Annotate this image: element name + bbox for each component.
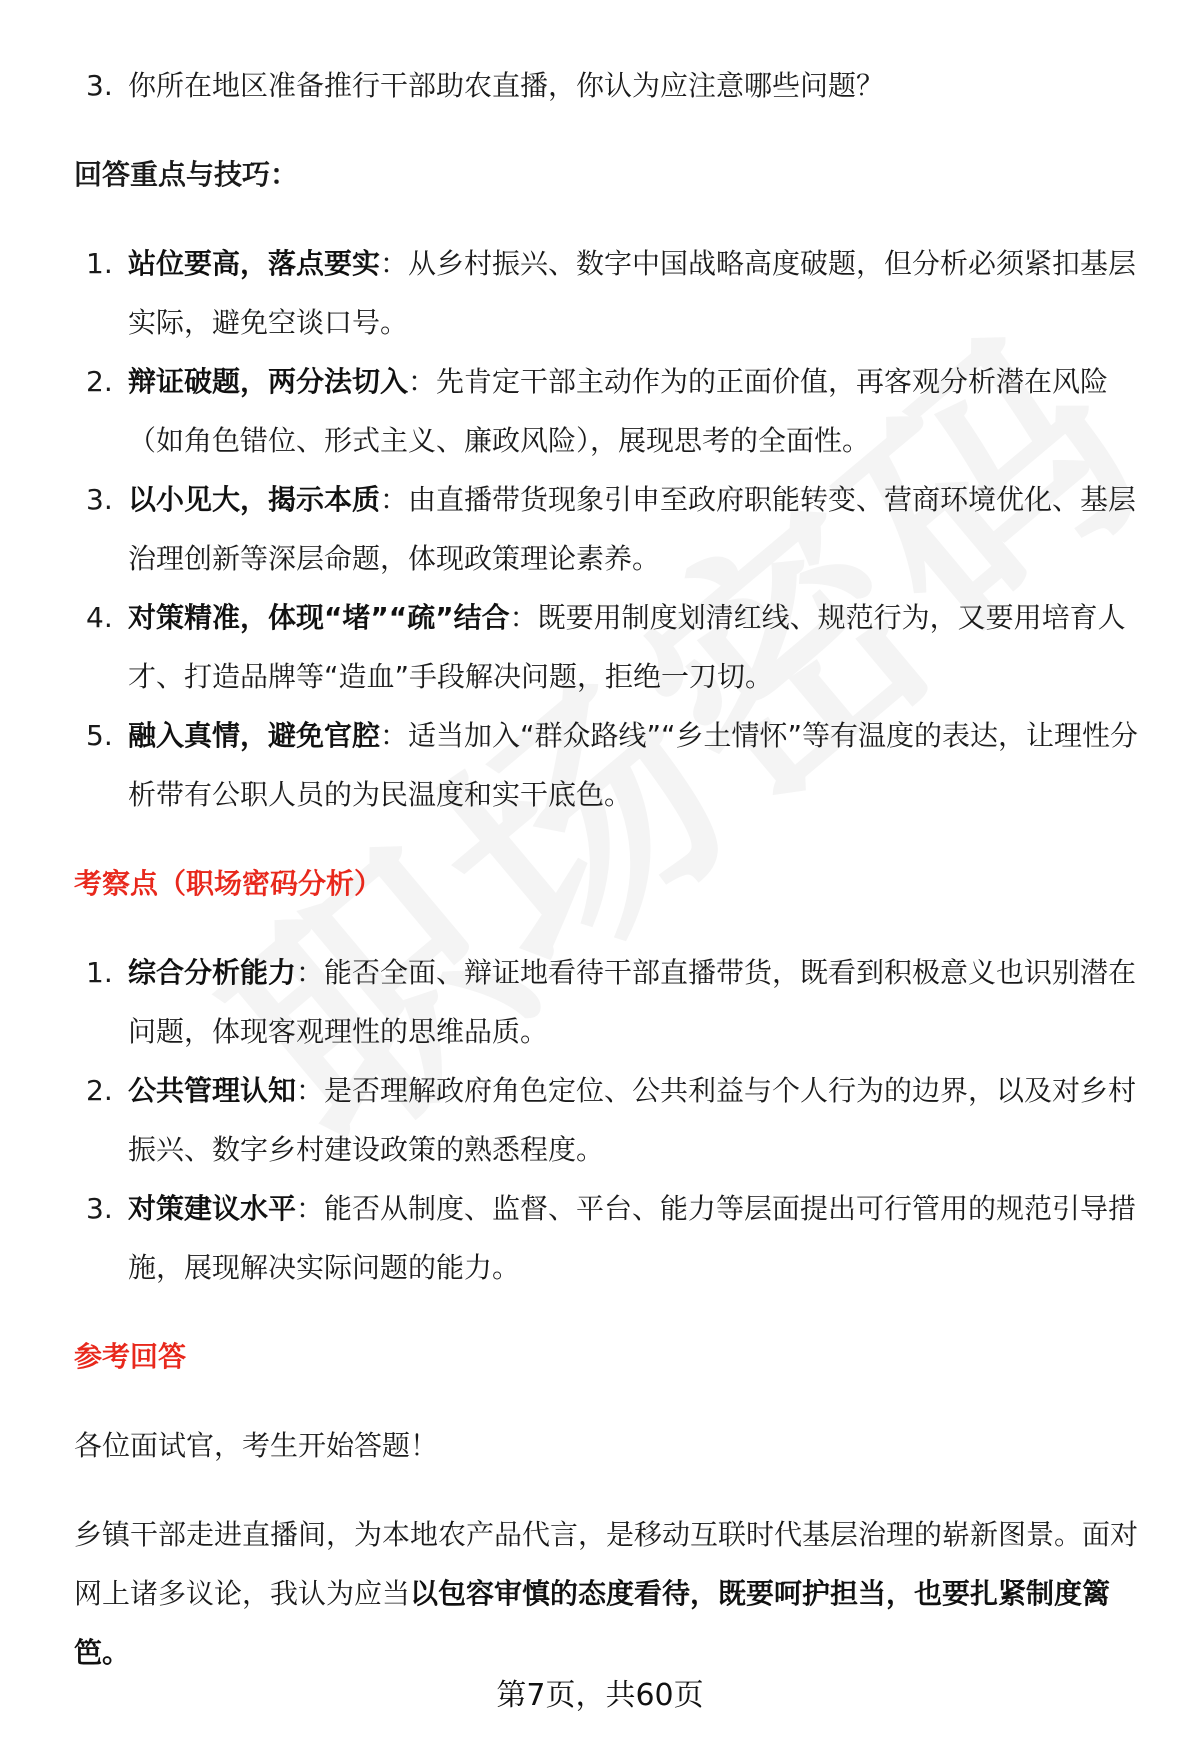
list-number: 5. [86, 719, 113, 752]
list-item [74, 706, 1144, 824]
page-number: 第7页，共60页 [496, 1678, 704, 1713]
assessment-heading: 考察点（职场密码分析） [74, 867, 383, 900]
tips-list [74, 234, 1144, 824]
item-separator: ： [408, 365, 437, 398]
item-title: 以小见大，揭示本质 [128, 483, 381, 516]
item-separator: ： [380, 719, 409, 752]
list-number: 3. [86, 483, 113, 516]
item-text: 既要用制度划清红线、规范行为，又要用培育人才、打造品牌等“造血”手段解决问题，拒绝一刀切。 [128, 601, 1126, 693]
item-text: 能否全面、辩证地看待干部直播带货，既看到积极意义也识别潜在问题，体现客观理性的思维品质。 [128, 956, 1137, 1048]
item-title: 公共管理认知 [128, 1074, 297, 1107]
answer-plain-text: 乡镇干部走进直播间，为本地农产品代言，是移动互联时代基层治理的崭新图景。面对网上诸多议论，我认为应当 [74, 1518, 1139, 1610]
page-content [74, 56, 1144, 1682]
item-text: 是否理解政府角色定位、公共利益与个人行为的边界，以及对乡村振兴、数字乡村建设政策的熟悉程度。 [128, 1074, 1137, 1166]
item-text: 适当加入“群众路线”“乡土情怀”等有温度的表达，让理性分析带有公职人员的为民温度和实干底色。 [128, 719, 1139, 811]
tips-heading: 回答重点与技巧： [74, 158, 299, 191]
item-title: 辩证破题，两分法切入 [128, 365, 409, 398]
list-number: 1. [86, 956, 113, 989]
list-number: 3. [86, 1192, 113, 1225]
answer-bold-text: 以包容审慎的态度看待，既要呵护担当，也要扎紧制度篱笆。 [74, 1577, 1111, 1669]
list-item [74, 1179, 1144, 1297]
item-separator: ： [296, 1074, 325, 1107]
item-title: 综合分析能力 [128, 956, 297, 989]
item-title: 融入真情，避免官腔 [128, 719, 381, 752]
item-separator: ： [296, 1192, 325, 1225]
question-number: 3. [86, 69, 113, 102]
list-item [74, 588, 1144, 706]
list-item [74, 1061, 1144, 1179]
assessment-list [74, 943, 1144, 1297]
reference-heading: 参考回答 [74, 1340, 187, 1373]
list-item [74, 234, 1144, 352]
list-number: 2. [86, 1074, 113, 1107]
item-text: 能否从制度、监督、平台、能力等层面提出可行管用的规范引导措施，展现解决实际问题的能力。 [128, 1192, 1137, 1284]
item-separator: ： [509, 601, 538, 634]
item-title: 站位要高，落点要实 [128, 247, 381, 280]
item-text: 先肯定干部主动作为的正面价值，再客观分析潜在风险（如角色错位、形式主义、廉政风险），展现思考的全面性。 [128, 365, 1109, 457]
list-number: 4. [86, 601, 113, 634]
item-text: 从乡村振兴、数字中国战略高度破题，但分析必须紧扣基层实际，避免空谈口号。 [128, 247, 1137, 339]
list-number: 1. [86, 247, 113, 280]
greeting-text: 各位面试官，考生开始答题！ [74, 1429, 439, 1462]
item-separator: ： [296, 956, 325, 989]
item-title: 对策精准，体现“堵”“疏”结合 [128, 601, 510, 634]
list-item [74, 352, 1144, 470]
answer-paragraph [74, 1505, 1144, 1682]
item-title: 对策建议水平 [128, 1192, 297, 1225]
item-text: 由直播带货现象引申至政府职能转变、营商环境优化、基层治理创新等深层命题，体现政策理论素养。 [128, 483, 1137, 575]
question-item [74, 56, 1144, 115]
list-number: 2. [86, 365, 113, 398]
question-text: 你所在地区准备推行干部助农直播，你认为应注意哪些问题？ [128, 69, 885, 102]
item-separator: ： [380, 483, 409, 516]
list-item [74, 943, 1144, 1061]
list-item [74, 470, 1144, 588]
item-separator: ： [380, 247, 409, 280]
